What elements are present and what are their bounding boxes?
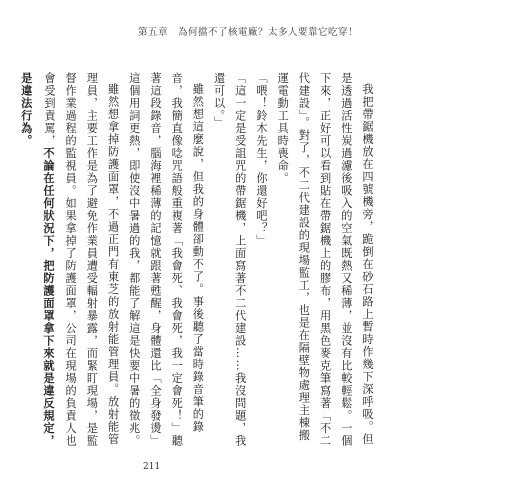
paragraph [16, 72, 124, 452]
paragraph-text: 我把帶鋸機放在四號機旁，跪倒在砂石路上暫時作幾下深呼吸。但是透過活性炭過濾後吸入的空氣既熱又稀薄，並沒有比較輕鬆。一個下來，正好可以看到貼在帶鋸機上的膠布，用黑色麥克筆寫著「不二代建設」。對了，不二代建設的現場監工，也是在隔壁物處理主棟搬運電動工具時喪命。 [276, 72, 374, 447]
paragraph [208, 72, 250, 452]
running-header: 第五章 為何擋不了核電廠？太多人要靠它吃穿！ [138, 27, 359, 38]
paragraph-text: 雖然想這麼說，但我的身體卻動不了。事後聽了當時錄音筆的錄音，我簡直像唸咒語般重複著「我會死、我會死，我一定會死！」聽著這段錄音，腦海裡稀薄的記憶就跟著甦醒，身體還比「全身發燙」這個用詞更熱，即使沒中暑過的我，都能了解這是快要中暑的徵兆。 [127, 72, 205, 447]
paragraph [124, 72, 209, 452]
paragraph-text: 「喂！鈴木先生，你還好吧？」 [254, 72, 268, 247]
paragraph [251, 72, 272, 452]
body-text [19, 72, 378, 452]
paragraph [272, 72, 378, 452]
paragraph-text: 雖然想拿掉防護面罩，不過正門有東芝的放射能管理員。放射能管理員，主要工作是為了避免作業員遭受輻射暴露，而緊盯現場，是監督作業過程的監視員。如果拿掉了防護面罩，公司在現場的負責人也會受到責罵， [42, 72, 120, 447]
emphasis-text: 不論在任何狀況下，把防護面罩拿下來就是違反規定，是違法行為。 [19, 72, 56, 447]
page-number: 211 [143, 462, 161, 472]
paragraph-text: 「這一定是受詛咒的帶鋸機，上面寫著不二代建設……我沒問題，我還可以。」 [212, 72, 247, 447]
